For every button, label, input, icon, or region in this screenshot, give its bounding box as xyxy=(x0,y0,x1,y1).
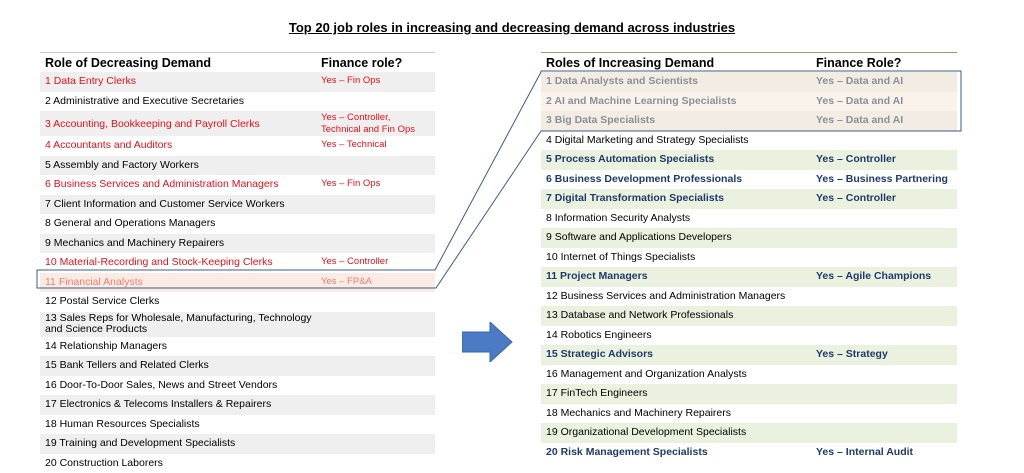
role-cell: 3 Accounting, Bookkeeping and Payroll Clerks xyxy=(45,118,315,130)
table-row xyxy=(40,214,435,234)
role-cell: 18 Mechanics and Machinery Repairers xyxy=(546,407,731,419)
role-cell: 6 Business Development Professionals xyxy=(546,173,742,185)
role-cell: 3 Big Data Specialists xyxy=(546,114,655,126)
role-cell: 15 Bank Tellers and Related Clerks xyxy=(45,359,209,371)
role-cell: 8 Information Security Analysts xyxy=(546,212,690,224)
finance-cell: Yes – Controller, Technical and Fin Ops xyxy=(321,112,431,135)
table-row xyxy=(541,150,957,170)
role-cell: 16 Door-To-Door Sales, News and Street Vendors xyxy=(45,379,277,391)
finance-cell: Yes – Controller xyxy=(321,256,388,267)
role-column-header: Roles of Increasing Demand xyxy=(546,56,714,70)
table-row xyxy=(40,312,435,337)
finance-column-header: Finance role? xyxy=(321,56,402,70)
role-cell: 14 Relationship Managers xyxy=(45,340,167,352)
finance-cell: Yes – Business Partnering xyxy=(816,173,948,185)
role-cell: 12 Business Services and Administration Managers xyxy=(546,290,785,302)
table-row xyxy=(40,175,435,195)
table-row xyxy=(40,356,435,376)
role-cell: 10 Internet of Things Specialists xyxy=(546,251,695,263)
table-row xyxy=(541,326,957,346)
table-row xyxy=(541,423,957,443)
table-row-highlighted xyxy=(40,273,435,293)
table-row xyxy=(40,195,435,215)
decreasing-demand-table xyxy=(40,52,435,473)
finance-cell: Yes – Technical xyxy=(321,139,387,150)
role-cell: 14 Robotics Engineers xyxy=(546,329,652,341)
table-row-highlighted xyxy=(541,111,957,131)
role-cell: 15 Strategic Advisors xyxy=(546,348,653,360)
finance-cell: Yes – Strategy xyxy=(816,348,888,360)
finance-column-header: Finance Role? xyxy=(816,56,901,70)
table-row xyxy=(541,287,957,307)
table-row xyxy=(40,72,435,92)
table-row xyxy=(40,415,435,435)
finance-cell: Yes – Controller xyxy=(816,192,896,204)
table-row-highlighted xyxy=(541,72,957,92)
table-row xyxy=(541,365,957,385)
table-row xyxy=(541,345,957,365)
table-row xyxy=(40,292,435,312)
role-cell: 20 Risk Management Specialists xyxy=(546,446,708,458)
role-cell: 17 FinTech Engineers xyxy=(546,387,648,399)
table-row xyxy=(541,209,957,229)
role-cell: 11 Financial Analysts xyxy=(45,276,143,288)
finance-cell: Yes – Data and AI xyxy=(816,95,903,107)
table-header xyxy=(541,52,957,72)
role-cell: 1 Data Entry Clerks xyxy=(45,75,136,87)
role-cell: 1 Data Analysts and Scientists xyxy=(546,75,698,87)
table-row-highlighted xyxy=(541,92,957,112)
table-row xyxy=(541,443,957,463)
role-cell: 4 Digital Marketing and Strategy Specialists xyxy=(546,134,749,146)
table-row xyxy=(40,454,435,473)
finance-cell: Yes – Internal Audit xyxy=(816,446,913,458)
table-row xyxy=(541,131,957,151)
table-row xyxy=(40,337,435,357)
finance-cell: Yes – Data and AI xyxy=(816,75,903,87)
role-cell: 6 Business Services and Administration Managers xyxy=(45,178,278,190)
table-row xyxy=(40,136,435,156)
finance-cell: Yes – Fin Ops xyxy=(321,75,380,86)
finance-cell: Yes – FP&A xyxy=(321,276,372,287)
table-header xyxy=(40,52,435,72)
role-cell: 19 Organizational Development Specialists xyxy=(546,426,746,438)
table-row xyxy=(40,434,435,454)
role-cell: 11 Project Managers xyxy=(546,270,648,282)
role-cell: 8 General and Operations Managers xyxy=(45,217,215,229)
role-cell: 17 Electronics & Telecoms Installers & Repairers xyxy=(45,398,271,410)
role-cell: 5 Process Automation Specialists xyxy=(546,153,714,165)
table-row xyxy=(541,384,957,404)
table-row xyxy=(541,228,957,248)
role-cell: 7 Digital Transformation Specialists xyxy=(546,192,724,204)
role-cell: 9 Software and Applications Developers xyxy=(546,231,732,243)
role-cell: 20 Construction Laborers xyxy=(45,457,163,469)
role-cell: 2 Administrative and Executive Secretaries xyxy=(45,95,244,107)
role-cell: 2 AI and Machine Learning Specialists xyxy=(546,95,736,107)
role-column-header: Role of Decreasing Demand xyxy=(45,56,211,70)
role-cell: 18 Human Resources Specialists xyxy=(45,418,200,430)
role-cell: 19 Training and Development Specialists xyxy=(45,437,235,449)
table-row xyxy=(40,92,435,112)
page-title: Top 20 job roles in increasing and decreasing demand across industries xyxy=(0,20,1024,35)
table-row xyxy=(40,253,435,273)
finance-cell: Yes – Data and AI xyxy=(816,114,903,126)
finance-cell: Yes – Controller xyxy=(816,153,896,165)
table-row xyxy=(40,395,435,415)
role-cell: 7 Client Information and Customer Service Workers xyxy=(45,198,285,210)
table-row xyxy=(541,189,957,209)
role-cell: 10 Material-Recording and Stock-Keeping Clerks xyxy=(45,256,273,268)
role-cell: 12 Postal Service Clerks xyxy=(45,295,159,307)
table-row xyxy=(40,234,435,254)
role-cell: 16 Management and Organization Analysts xyxy=(546,368,747,380)
table-row xyxy=(541,248,957,268)
role-cell: 13 Sales Reps for Wholesale, Manufacturing, Technology and Science Products xyxy=(45,313,315,336)
role-cell: 13 Database and Network Professionals xyxy=(546,309,733,321)
finance-cell: Yes – Agile Champions xyxy=(816,270,931,282)
increasing-demand-table xyxy=(541,52,957,462)
role-cell: 4 Accountants and Auditors xyxy=(45,139,172,151)
table-row xyxy=(541,267,957,287)
table-row xyxy=(541,404,957,424)
role-cell: 9 Mechanics and Machinery Repairers xyxy=(45,237,224,249)
table-row xyxy=(541,306,957,326)
right-arrow-icon xyxy=(462,322,514,362)
table-row xyxy=(40,111,435,136)
table-row xyxy=(541,170,957,190)
role-cell: 5 Assembly and Factory Workers xyxy=(45,159,199,171)
table-row xyxy=(40,156,435,176)
finance-cell: Yes – Fin Ops xyxy=(321,178,380,189)
table-row xyxy=(40,376,435,396)
